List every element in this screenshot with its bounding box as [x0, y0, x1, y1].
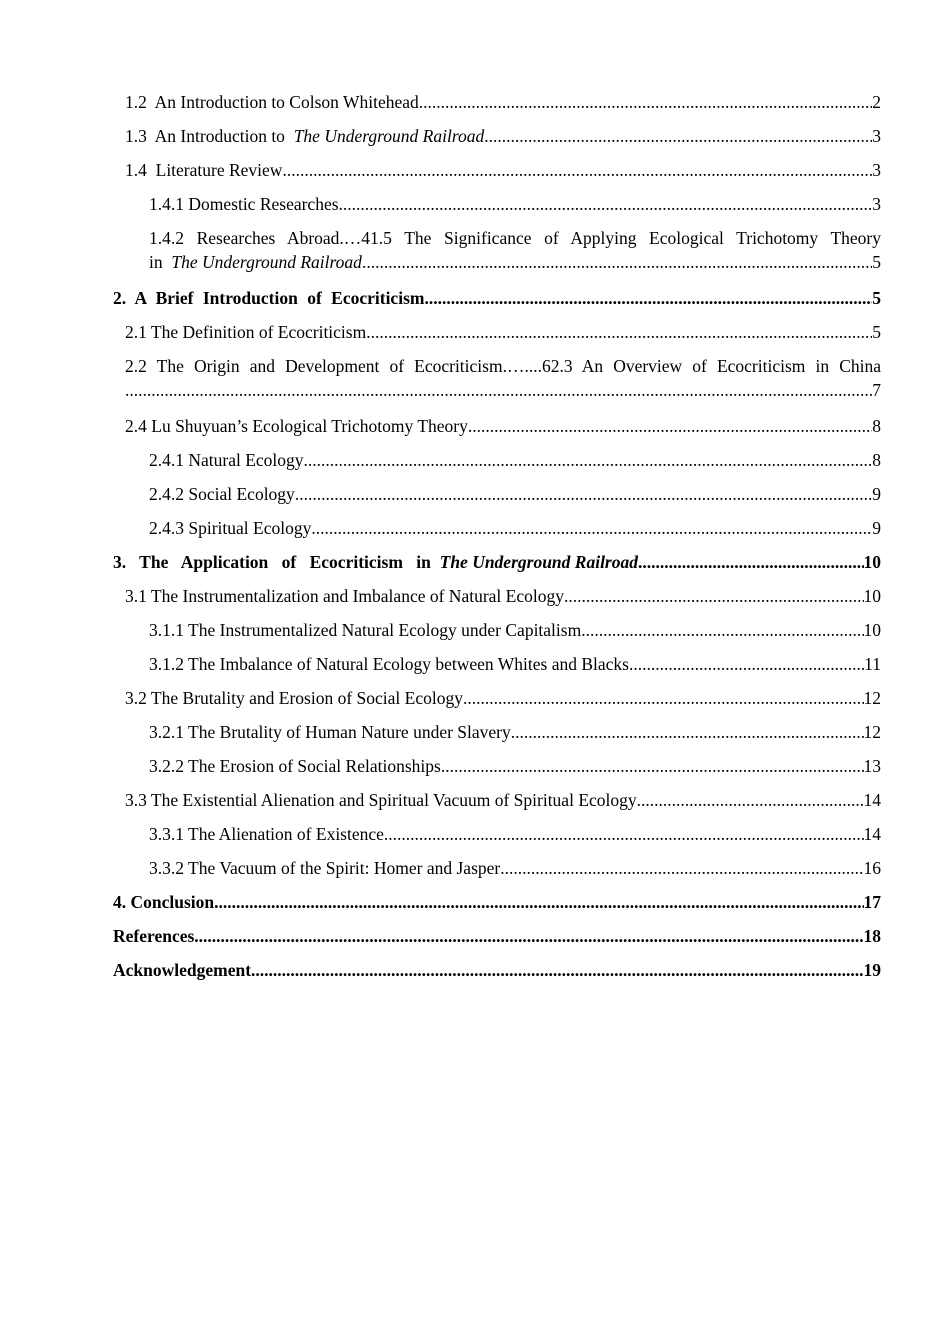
toc-entry-3-3-2[interactable]: [149, 858, 881, 879]
toc-entry-title: 3.2.2 The Erosion of Social Relationships: [149, 756, 441, 776]
toc-entry-title: 2. A Brief Introduction of Ecocriticism: [113, 288, 425, 308]
toc-leader-dots: [441, 756, 864, 777]
toc-entry-3-2[interactable]: [125, 688, 881, 709]
toc-page-number: 18: [863, 926, 881, 946]
toc-entry-2-2[interactable]: [125, 356, 881, 401]
toc-entry-references[interactable]: [113, 926, 881, 947]
toc-entry-3-2-1[interactable]: [149, 722, 881, 743]
toc-page-number: 16: [863, 858, 881, 878]
toc-page-number: 17: [863, 892, 881, 912]
toc-entry-2-4[interactable]: [125, 416, 881, 437]
toc-entry-acknowledgement[interactable]: [113, 960, 881, 981]
toc-page-number: 5: [872, 322, 881, 342]
toc-entry-3-3-1[interactable]: [149, 824, 881, 845]
toc-leader-dots: [484, 126, 872, 147]
toc-entry-title: 2.4 Lu Shuyuan’s Ecological Trichotomy Theory: [125, 416, 468, 436]
toc-entry-2-4-3[interactable]: [149, 518, 881, 539]
toc-leader-dots: [384, 824, 864, 845]
toc-entry-title-line2: [125, 380, 881, 401]
toc-entry-title-line1: 1.4.2 Researches Abroad.…41.5 The Significance of Applying Ecological Trichotomy Theory: [149, 228, 881, 248]
toc-leader-dots: [362, 252, 872, 273]
toc-entry-title: 4. Conclusion: [113, 892, 215, 912]
toc-page-number: 8: [872, 450, 881, 470]
toc-leader-dots: [282, 160, 872, 181]
toc-entry-1-2[interactable]: [125, 92, 881, 113]
toc-page-number: 12: [863, 722, 881, 742]
toc-entry-2-1[interactable]: [125, 322, 881, 343]
toc-leader-dots: [125, 380, 872, 401]
toc-entry-3-1[interactable]: [125, 586, 881, 607]
toc-page-number: 11: [864, 654, 881, 674]
toc-page-number: 5: [872, 252, 881, 272]
toc-leader-dots: [463, 688, 864, 709]
toc-entry-title-line2: [149, 252, 881, 273]
toc-entry-title: 1.4 Literature Review: [125, 160, 283, 180]
toc-page-number: 9: [872, 518, 881, 538]
toc-page-number: 5: [872, 288, 881, 308]
toc-leader-dots: [468, 416, 872, 437]
toc-entry-3-1-2[interactable]: [149, 654, 881, 675]
toc-page-number: 19: [863, 960, 881, 980]
toc-entry-title: 1.2 An Introduction to Colson Whitehead: [125, 92, 419, 112]
toc-leader-dots: [511, 722, 864, 743]
toc-entry-title: in The Underground Railroad: [149, 252, 362, 272]
toc-leader-dots: [194, 926, 863, 947]
toc-entry-1-3[interactable]: [125, 126, 881, 147]
toc-entry-title-line1: 2.2 The Origin and Development of Ecocriticism.…....62.3 An Overview of Ecocriticism in China: [125, 356, 881, 376]
toc-entry-title: 3.3 The Existential Alienation and Spiritual Vacuum of Spiritual Ecology: [125, 790, 637, 810]
toc-entry-title: 3.3.2 The Vacuum of the Spirit: Homer and Jasper: [149, 858, 501, 878]
toc-leader-dots: [424, 288, 872, 309]
toc-page-number: 13: [863, 756, 881, 776]
toc-entry-title: 3.2.1 The Brutality of Human Nature under Slavery: [149, 722, 511, 742]
toc-entry-1-4-2[interactable]: [149, 228, 881, 273]
toc-page-number: 2: [872, 92, 881, 112]
toc-entry-2[interactable]: [113, 288, 881, 309]
toc-page-number: 10: [863, 586, 881, 606]
toc-entry-3-2-2[interactable]: [149, 756, 881, 777]
toc-entry-title: 1.4.1 Domestic Researches: [149, 194, 339, 214]
toc-entry-title: 2.4.3 Spiritual Ecology: [149, 518, 312, 538]
toc-entry-3-1-1[interactable]: [149, 620, 881, 641]
toc-entry-title: References: [113, 926, 195, 946]
toc-leader-dots: [295, 484, 872, 505]
toc-leader-dots: [214, 892, 863, 913]
toc-page-number: 10: [863, 552, 881, 572]
toc-entry-3-3[interactable]: [125, 790, 881, 811]
toc-page-number: 10: [863, 620, 881, 640]
toc-entry-title: Acknowledgement: [113, 960, 252, 980]
toc-entry-title: 2.1 The Definition of Ecocriticism: [125, 322, 367, 342]
toc-entry-1-4[interactable]: [125, 160, 881, 181]
toc-page-number: 8: [872, 416, 881, 436]
toc-page-number: 7: [872, 380, 881, 400]
toc-leader-dots: [500, 858, 863, 879]
toc-leader-dots: [564, 586, 864, 607]
toc-leader-dots: [581, 620, 863, 641]
toc-entry-2-4-1[interactable]: [149, 450, 881, 471]
toc-page-number: 14: [863, 824, 881, 844]
toc-entry-2-4-2[interactable]: [149, 484, 881, 505]
toc-leader-dots: [339, 194, 873, 215]
toc-leader-dots: [629, 654, 864, 675]
toc-entry-title: 1.3 An Introduction to The Underground Railroad: [125, 126, 485, 146]
toc-leader-dots: [304, 450, 873, 471]
toc-entry-title: 3.1 The Instrumentalization and Imbalance of Natural Ecology: [125, 586, 564, 606]
toc-leader-dots: [638, 552, 864, 573]
toc-page-number: 3: [872, 126, 881, 146]
toc-entry-4[interactable]: [113, 892, 881, 913]
toc-entry-title: 3.3.1 The Alienation of Existence: [149, 824, 384, 844]
toc-leader-dots: [637, 790, 864, 811]
toc-leader-dots: [251, 960, 863, 981]
toc-leader-dots: [311, 518, 872, 539]
toc-page-number: 3: [872, 160, 881, 180]
toc-entry-title: 3.2 The Brutality and Erosion of Social Ecology: [125, 688, 463, 708]
toc-entry-title: 2.4.2 Social Ecology: [149, 484, 295, 504]
toc-leader-dots: [366, 322, 872, 343]
toc-entry-1-4-1[interactable]: [149, 194, 881, 215]
toc-entry-title: 3.1.1 The Instrumentalized Natural Ecology under Capitalism: [149, 620, 582, 640]
toc-page-number: 12: [863, 688, 881, 708]
toc-leader-dots: [419, 92, 872, 113]
toc-page-number: 14: [863, 790, 881, 810]
toc-entry-title: 3.1.2 The Imbalance of Natural Ecology between Whites and Blacks: [149, 654, 629, 674]
toc-page-number: 3: [872, 194, 881, 214]
toc-entry-title: 3. The Application of Ecocriticism in The Underground Railroad: [113, 552, 638, 572]
toc-entry-title: 2.4.1 Natural Ecology: [149, 450, 304, 470]
toc-page-number: 9: [872, 484, 881, 504]
toc-entry-3[interactable]: [113, 552, 881, 573]
